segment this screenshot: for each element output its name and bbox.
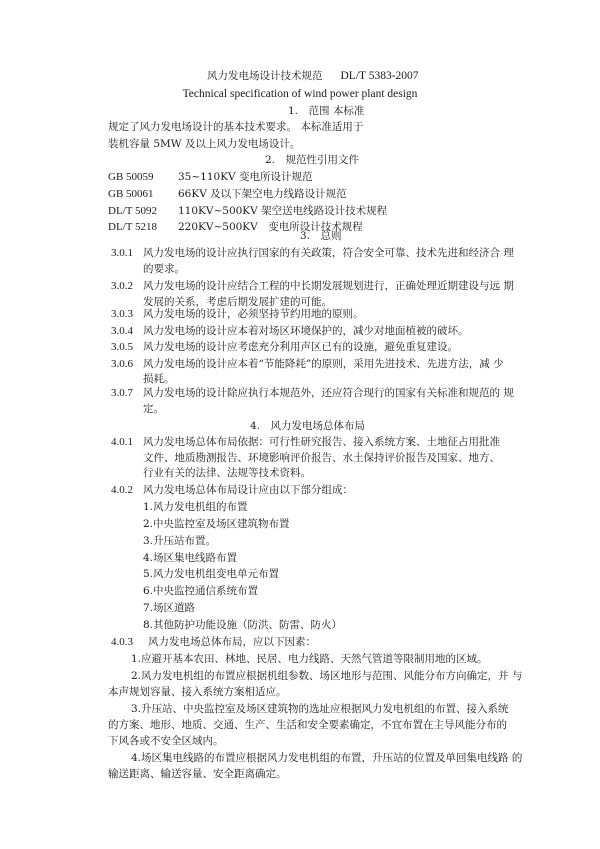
- list-item: 8.其他防护功能设施（防洪、防雷、防火）: [143, 619, 343, 631]
- clause-text: 风力发电场的设计应考虑充分利用声区已有的设施，避免重复建设。: [143, 341, 458, 353]
- clause-text: 文件、地质勘测报告、环境影响评价报告、水土保持评价报告及国家、地方、: [143, 452, 500, 464]
- clause-text: 风力发电场的设计应结合工程的中长期发展规划进行，正确处理近期建设与远 期: [143, 280, 514, 292]
- clause-text: 风力发电场的设计应本着对场区环境保护的，减少对地面植被的破坏。: [143, 325, 469, 337]
- clause-number: 3.0.1: [111, 247, 133, 259]
- standard-code: DL/T 5383-2007: [340, 70, 419, 82]
- clause-number: 4.0.1: [111, 436, 133, 448]
- doc-title: [207, 69, 419, 83]
- paragraph: 4.场区集电线路的布置应根据风力发电机组的布置，升压站的位置及单回集电线路 的: [131, 752, 523, 764]
- clause-text: 风力发电场的设计应执行国家的有关政策，符合安全可靠、技术先进和经济合 理: [143, 247, 514, 259]
- section-1-heading: 1. 范围 本标准: [288, 105, 365, 117]
- list-item: 2.中央监控室及场区建筑物布置: [143, 518, 290, 530]
- list-item: 7.场区道路: [143, 602, 196, 614]
- reference-code: GB 50059: [108, 171, 154, 183]
- paragraph: 1.应避开基本农田、林地、民居、电力线路、天然气管道等限制用地的区域。: [131, 653, 488, 665]
- clause-number: 3.0.2: [111, 280, 133, 292]
- clause-number: 3.0.5: [111, 341, 133, 353]
- title-chinese: 风力发电场设计技术规范: [207, 70, 323, 82]
- paragraph: 下风各或不安全区域内。: [108, 735, 224, 747]
- reference-title: 110KV~500KV 架空送电线路设计技术规程: [178, 205, 388, 217]
- clause-text: 定。: [143, 403, 164, 415]
- clause-text: 风力发电场总体布局依据：可行性研究报告、接入系统方案、土地征占用批准: [143, 436, 500, 448]
- paragraph: 的方案、地形、地质、交通、生产、生活和安全要素确定，不宜布置在主导风能分布的: [108, 719, 507, 731]
- list-item: 6.中央监控通信系统布置: [143, 585, 259, 597]
- section-4-heading: 4. 风力发电场总体布局: [250, 420, 366, 432]
- clause-text: 发展的关系，考虑后期发展扩建的可能。: [143, 296, 332, 308]
- clause-text: 风力发电场的设计应本着“节能降耗”的原则，采用先进技术、先进方法，减 少: [143, 358, 504, 370]
- clause-number: 3.0.7: [111, 387, 133, 399]
- clause-number: 3.0.6: [111, 358, 133, 370]
- clause-number: 4.0.3: [111, 636, 133, 648]
- paragraph: 本声规划容量、接入系统方案相适应。: [108, 686, 287, 698]
- reference-code: DL/T 5218: [108, 221, 157, 233]
- clause-text: 行业有关的法律、法规等技术资料。: [143, 467, 311, 479]
- list-item: 5.风力发电机组变电单元布置: [143, 568, 280, 580]
- reference-code: DL/T 5092: [108, 205, 157, 217]
- paragraph: 2.风力发电机组的布置应根据机组参数、场区地形与范围、风能分布方向确定，并 与: [131, 670, 523, 682]
- list-item: 1.风力发电机组的布置: [143, 501, 248, 513]
- clause-text: 风力发电场总体布局设计应由以下部分组成：: [143, 484, 353, 496]
- clause-text: 风力发电场的设计除应执行本规范外，还应符合现行的国家有关标准和规范的 规: [143, 387, 514, 399]
- clause-text: 风力发电场的设计，必须坚持节约用地的原则。: [143, 308, 364, 320]
- paragraph: 3.升压站、中央监控室及场区建筑物的选址应根据风力发电机组的布置、接入系统: [131, 703, 509, 715]
- clause-number: 4.0.2: [111, 484, 133, 496]
- reference-item: [108, 187, 347, 201]
- reference-title: 35~110KV 变电所设计规范: [178, 171, 313, 183]
- reference-item: [108, 170, 312, 184]
- section-1-text: 装机容量 5MW 及以上风力发电场设计。: [108, 138, 301, 150]
- list-item: 3.升压站布置。: [143, 535, 217, 547]
- section-3-heading: 3. 总则: [300, 230, 342, 242]
- reference-code: GB 50061: [108, 188, 154, 200]
- clause-number: 3.0.4: [111, 325, 133, 337]
- section-1-text: 规定了风力发电场设计的基本技术要求。 本标准适用于: [108, 121, 364, 133]
- list-item: 4.场区集电线路布置: [143, 552, 238, 564]
- clause-text: 的要求。: [143, 263, 185, 275]
- title-english: Technical specification of wind power plant design: [182, 88, 418, 100]
- clause-text: 风力发电场总体布局，应以下因素：: [148, 636, 316, 648]
- clause-text: 损耗。: [143, 373, 175, 385]
- reference-item: [108, 204, 387, 218]
- reference-title: 220KV~500KV 变电所设计技术规程: [178, 221, 363, 233]
- section-2-heading: 2. 规范性引用文件: [265, 154, 360, 166]
- paragraph: 输送距离、输送容量、安全距离确定。: [108, 768, 287, 780]
- reference-title: 66KV 及以下架空电力线路设计规范: [178, 188, 347, 200]
- clause-number: 3.0.3: [111, 308, 133, 320]
